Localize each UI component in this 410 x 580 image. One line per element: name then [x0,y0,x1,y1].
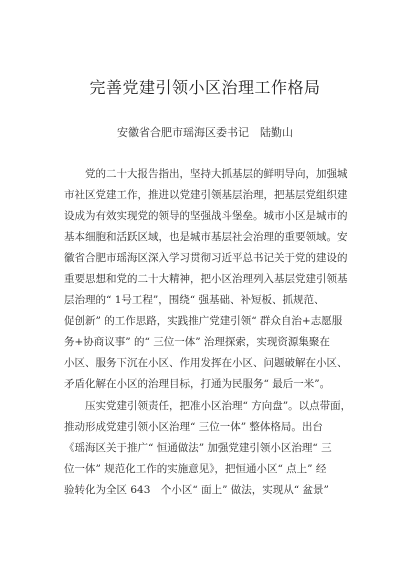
text-line: 党的二十大报告指出，坚持大抓基层的鲜明导向，加强城 [64,168,348,180]
text-line: 市社区党建工作，推进以党建引领基层治理，把基层党组织建 [64,189,348,201]
text-line: 位一体” 规范化工作的实施意见》，把恒通小区“ 点上” 经 [64,463,327,475]
text-line: 重要思想和党的二十大精神，把小区治理列入基层党建引领基 [64,273,348,285]
paragraph-2 [64,396,354,501]
document-title: 完善党建引领小区治理工作格局 [89,78,321,97]
text-line: 设成为有效实现党的领导的坚强战斗堡垒。城市小区是城市的 [64,210,348,222]
text-line: 徽省合肥市瑶海区深入学习贯彻习近平总书记关于党的建设的 [64,252,348,264]
text-line: 《瑶海区关于推广“ 恒通做法” 加强党建引领小区治理“ 三 [64,442,332,454]
text-line: 层治理的“ 1号工程”，围绕“ 强基础、补短板、抓规范、 [64,294,325,306]
text-line: 基本细胞和活跃区域，也是城市基层社会治理的重要领域。安 [64,231,348,243]
text-line: 小区、服务下沉在小区、作用发挥在小区、问题破解在小区、 [64,357,348,369]
text-line: 促创新” 的工作思路，实践推广党建引领“ 群众自治+志愿服 [64,315,343,327]
text-line: 压实党建引领责任，把准小区治理“ 方向盘”。以点带面， [64,400,352,412]
text-line: 务+协商议事” 的“ 三位一体” 治理探索，实现资源集聚在 [64,336,330,348]
text-line: 矛盾化解在小区的治理目标，打通为民服务“ 最后一米”。 [64,378,331,390]
author-line: 安徽省合肥市瑶海区委书记 陆勤山 [117,126,293,139]
paragraph-1 [64,164,354,395]
text-line: 验转化为全区 643 个小区“ 面上” 做法，实现从“ 盆景” [64,484,329,496]
text-line: 推动形成党建引领小区治理“ 三位一体” 整体格局。出台 [64,421,323,433]
